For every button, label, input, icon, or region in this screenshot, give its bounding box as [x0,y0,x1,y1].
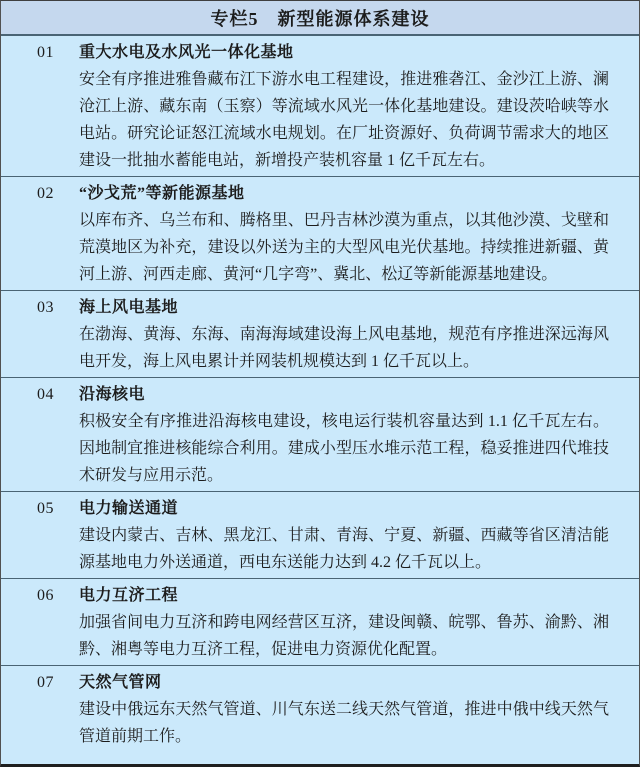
section-number: 04 [37,386,54,403]
section-title: 海上风电基地 [79,299,179,316]
section-07 [1,666,639,752]
section-body: 在渤海、黄海、东海、南海海域建设海上风电基地，规范有序推进深远海风电开发，海上风电累计并网装机规模达到 1 亿千瓦以上。 [79,326,609,370]
section-02 [1,177,639,291]
section-body: 安全有序推进雅鲁藏布江下游水电工程建设，推进雅砻江、金沙江上游、澜沧江上游、藏东南（玉察）等流域水风光一体化基地建设。建设茨哈峡等水电站。研究论证怒江流域水电规划。在厂址资源好、负荷调节需求大的地区建设一批抽水蓄能电站，新增投产装机容量 1 亿千瓦左右。 [79,71,609,169]
section-title-row [37,669,609,696]
section-06 [1,579,639,666]
section-05 [1,492,639,579]
section-number: 06 [37,587,54,604]
section-title: 电力输送通道 [79,500,179,517]
section-title: 重大水电及水风光一体化基地 [79,44,294,61]
section-04 [1,378,639,492]
section-body: 以库布齐、乌兰布和、腾格里、巴丹吉林沙漠为重点，以其他沙漠、戈壁和荒漠地区为补充，建设以外送为主的大型风电光伏基地。持续推进新疆、黄河上游、河西走廊、黄河“几字弯”、冀北、松辽等新能源基地建设。 [79,212,609,283]
section-title: 电力互济工程 [79,587,179,604]
section-title: 天然气管网 [79,674,162,691]
section-body: 积极安全有序推进沿海核电建设，核电运行装机容量达到 1.1 亿千瓦左右。因地制宜推进核能综合利用。建成小型压水堆示范工程，稳妥推进四代堆技术研发与应用示范。 [79,413,609,484]
section-number: 07 [37,674,54,691]
section-01 [1,36,639,177]
section-title-row [37,495,609,522]
section-title-row [37,180,609,207]
section-number: 01 [37,44,54,61]
panel-body [1,36,639,752]
section-number: 02 [37,185,54,202]
section-body: 建设内蒙古、吉林、黑龙江、甘肃、青海、宁夏、新疆、西藏等省区清洁能源基地电力外送通道，西电东送能力达到 4.2 亿千瓦以上。 [79,527,609,571]
section-title-row [37,39,609,66]
section-03 [1,291,639,378]
section-title: 沿海核电 [79,386,146,403]
section-title-row [37,582,609,609]
section-title-row [37,294,609,321]
panel-title: 专栏5 新型能源体系建设 [1,1,639,36]
section-number: 03 [37,299,54,316]
section-body: 加强省间电力互济和跨电网经营区互济，建设闽赣、皖鄂、鲁苏、渝黔、湘黔、湘粤等电力互济工程，促进电力资源优化配置。 [79,614,609,658]
section-title: “沙戈荒”等新能源基地 [79,185,245,202]
section-number: 05 [37,500,54,517]
section-title-row [37,381,609,408]
section-body: 建设中俄远东天然气管道、川气东送二线天然气管道，推进中俄中线天然气管道前期工作。 [79,701,609,745]
